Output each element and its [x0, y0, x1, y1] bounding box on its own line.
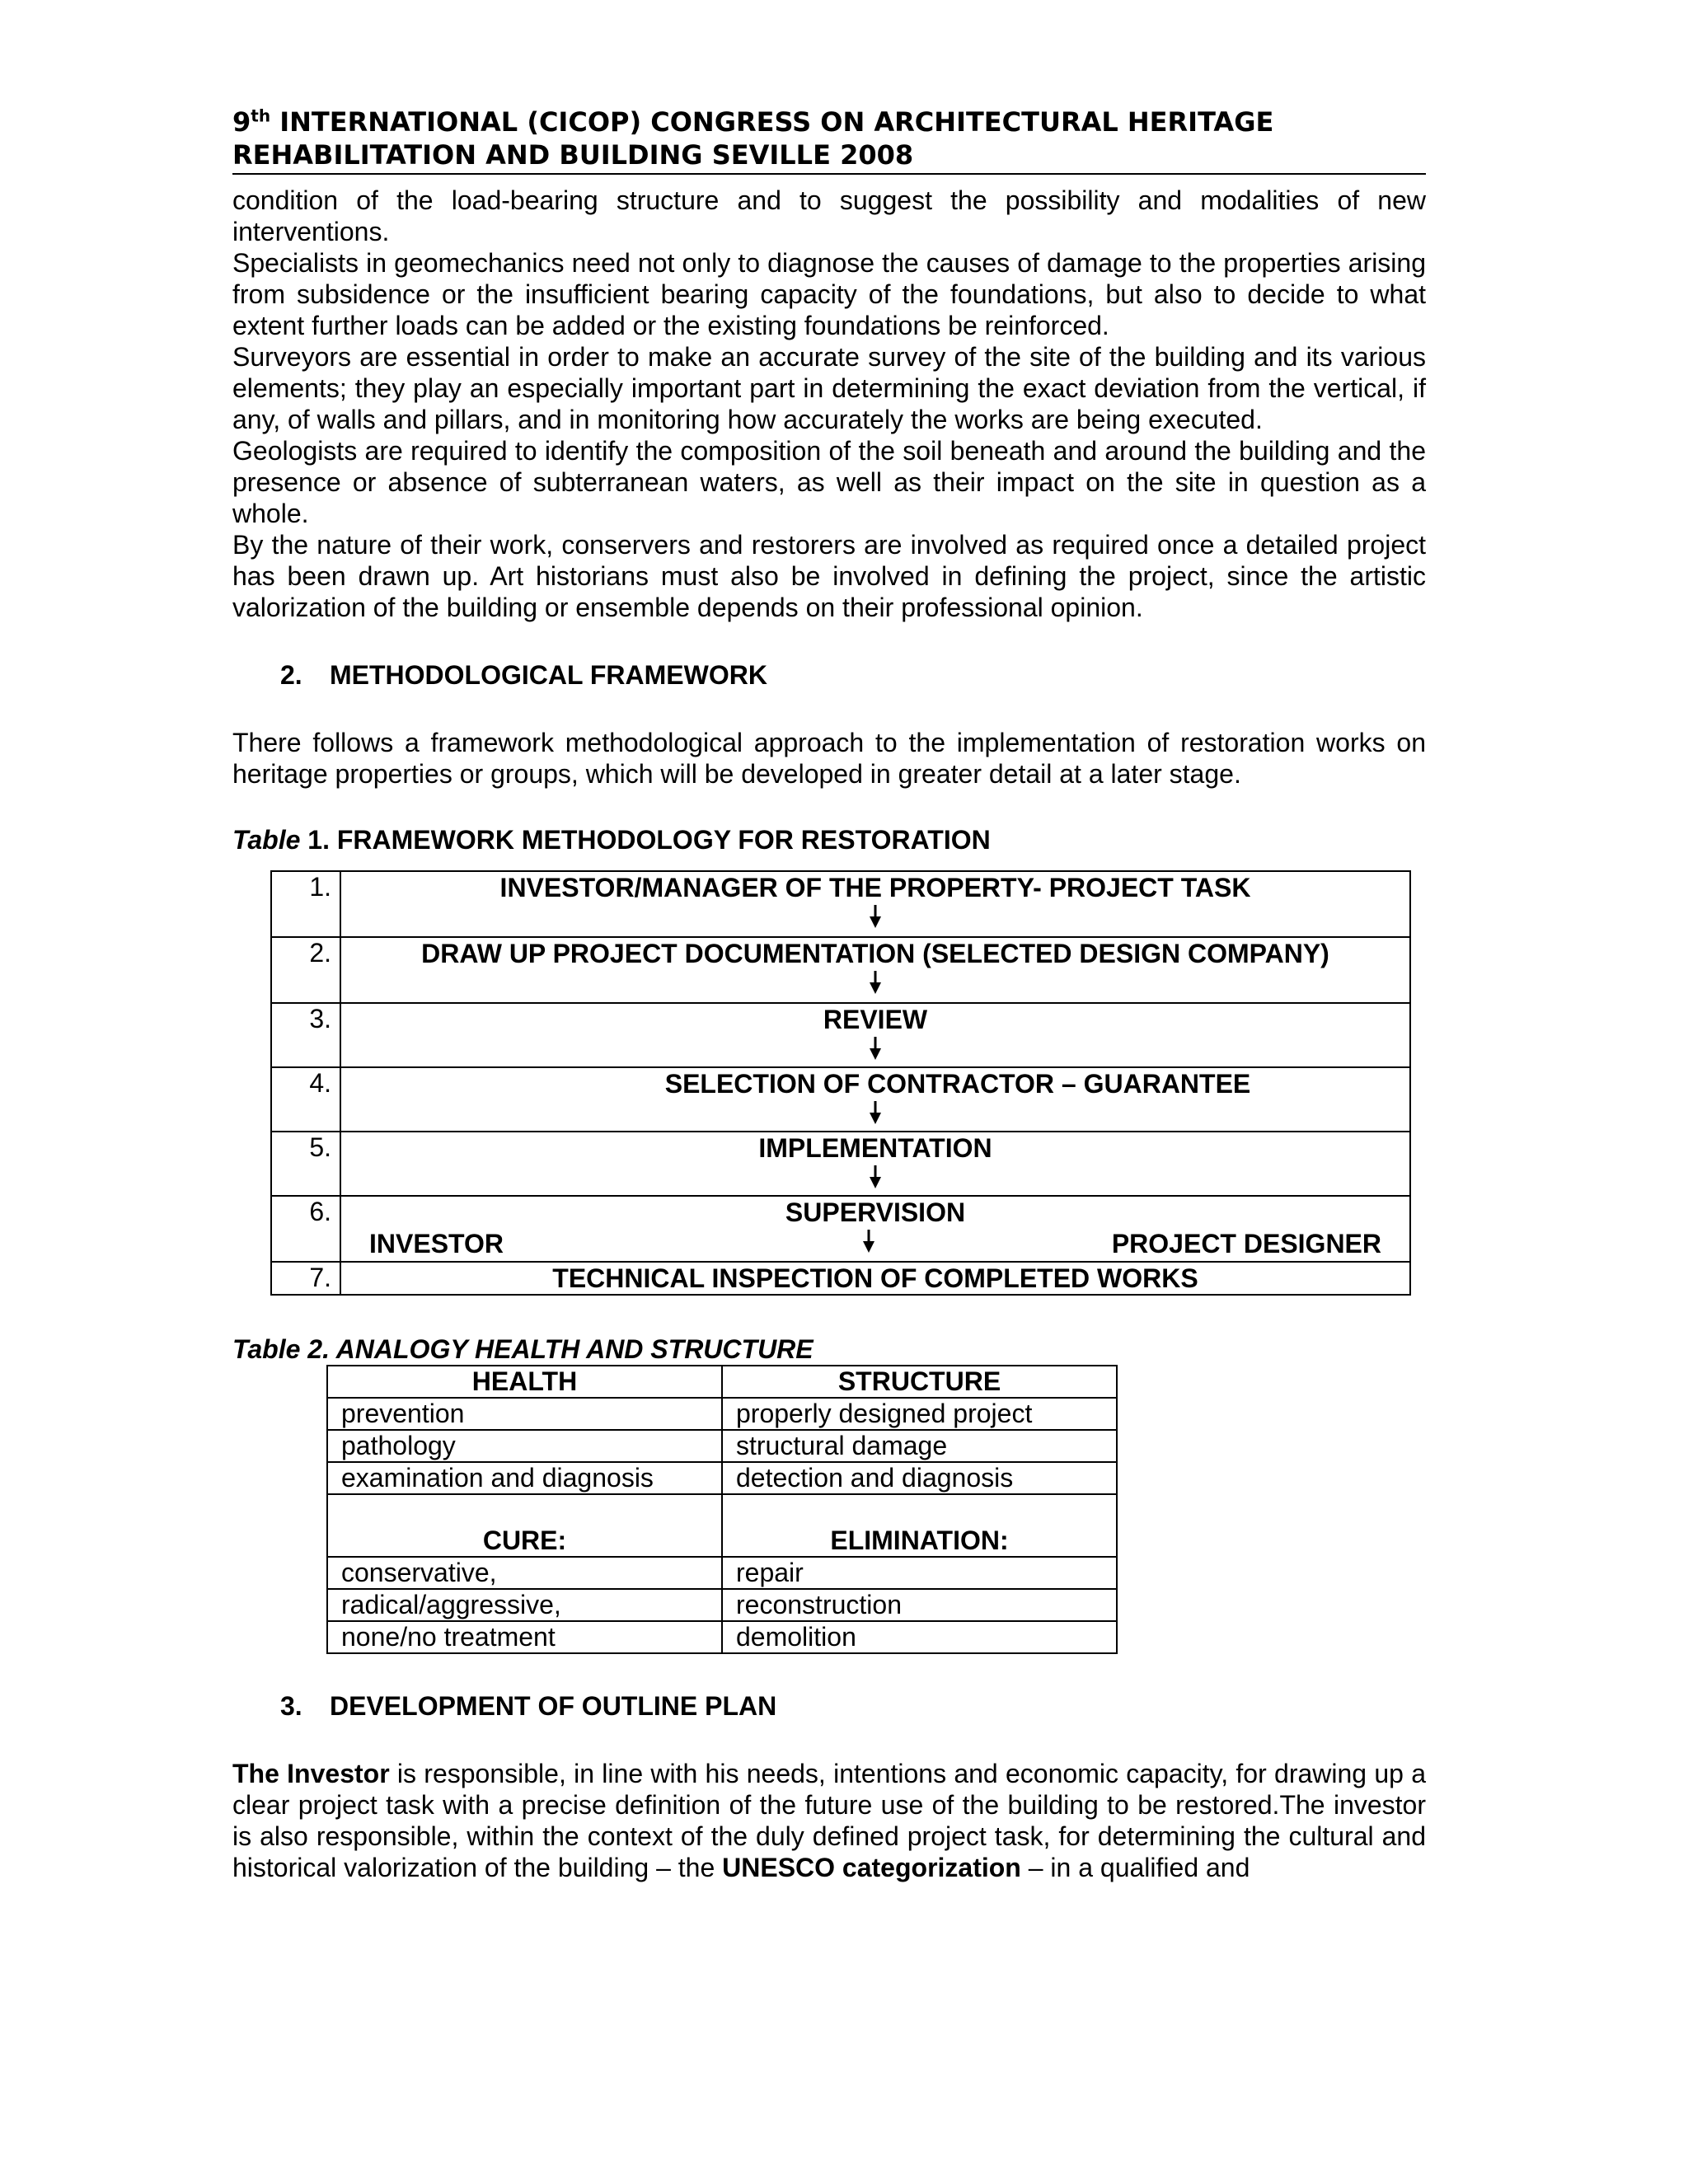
- step-number: 7.: [271, 1262, 340, 1295]
- step-number: 1.: [271, 871, 340, 937]
- column-header: HEALTH: [327, 1366, 722, 1398]
- table-row: [271, 1003, 1410, 1067]
- paragraph-geomechanics: Specialists in geomechanics need not only to diagnose the causes of damage to the properties arising from subsidence or the insufficient bearing capacity of the foundations, but also to decide to what extent further loads can be added or the existing foundations be reinforced.: [232, 248, 1426, 340]
- table-row: [271, 1196, 1410, 1262]
- section-heading-2: 2. METHODOLOGICAL FRAMEWORK: [280, 660, 767, 690]
- step-label: IMPLEMENTATION: [758, 1133, 992, 1163]
- section-heading-3: 3. DEVELOPMENT OF OUTLINE PLAN: [280, 1691, 777, 1721]
- paragraph-conservers: By the nature of their work, conservers and restorers are involved as required once a detailed project has been drawn up. Art historians must also be involved in defining the project, since the artistic valorization of the building or ensemble depends on their professional opinion.: [232, 530, 1426, 622]
- table-row: [327, 1557, 1117, 1589]
- step-number: 2.: [271, 937, 340, 1003]
- table-row: [327, 1621, 1117, 1653]
- paragraph-surveyors: Surveyors are essential in order to make an accurate survey of the site of the building and its various elements; they play an especially important part in determining the exact deviation from the vertical, if any, of walls and pillars, and in monitoring how accurately the works are being executed.: [232, 342, 1426, 434]
- table-row: [327, 1430, 1117, 1462]
- table-row: [271, 1067, 1410, 1132]
- table-cell: properly designed project: [722, 1398, 1117, 1430]
- methodology-table: [270, 870, 1411, 1296]
- arrow-down-icon: [852, 1228, 885, 1263]
- table-row: [327, 1462, 1117, 1494]
- subheader-cell: CURE:: [327, 1494, 722, 1557]
- table2-caption: Table 2. ANALOGY HEALTH AND STRUCTURE: [232, 1334, 814, 1364]
- arrow-down-icon: [341, 903, 1409, 935]
- paragraph-load-bearing: condition of the load-bearing structure and to suggest the possibility and modalities of new interventions.: [232, 185, 1426, 246]
- arrow-down-icon: [341, 969, 1409, 1001]
- paragraph-geologists: Geologists are required to identify the composition of the soil beneath and around the building and the presence or absence of subterranean waters, as well as their impact on the site in question as a whole.: [232, 436, 1426, 528]
- step-number: 6.: [271, 1196, 340, 1262]
- page: [232, 105, 1426, 1883]
- table-row: [327, 1366, 1117, 1398]
- table-cell: pathology: [327, 1430, 722, 1462]
- paragraph-investor: The Investor is responsible, in line with his needs, intentions and economic capacity, for drawing up a clear project task with a precise definition of the future use of the building to be restored.The investor is also responsible, within the context of the duly defined project task, for determining the cultural and historical valorization of the building – the UNESCO categorization – in a qualified and: [232, 1759, 1427, 1882]
- column-header: STRUCTURE: [722, 1366, 1117, 1398]
- step-label: TECHNICAL INSPECTION OF COMPLETED WORKS: [552, 1263, 1198, 1293]
- table-row: [271, 937, 1410, 1003]
- table-row: [327, 1589, 1117, 1621]
- step-label: SUPERVISION: [785, 1197, 966, 1227]
- table-row: [327, 1494, 1117, 1557]
- table-cell: none/no treatment: [327, 1621, 722, 1653]
- step-label: REVIEW: [823, 1005, 928, 1034]
- paragraph-framework: There follows a framework methodological approach to the implementation of restoration works on heritage properties or groups, which will be developed in greater detail at a later stage.: [232, 728, 1426, 789]
- table-row: [271, 1262, 1410, 1295]
- project-designer-label: PROJECT DESIGNER: [1111, 1229, 1381, 1258]
- step-number: 3.: [271, 1003, 340, 1067]
- table-cell: repair: [722, 1557, 1117, 1589]
- table-cell: radical/aggressive,: [327, 1589, 722, 1621]
- table-row: [327, 1398, 1117, 1430]
- step-label: INVESTOR/MANAGER OF THE PROPERTY- PROJECT TASK: [499, 873, 1251, 902]
- table-cell: prevention: [327, 1398, 722, 1430]
- arrow-down-icon: [341, 1164, 1409, 1195]
- table-cell: demolition: [722, 1621, 1117, 1653]
- table-cell: conservative,: [327, 1557, 722, 1589]
- header-line-1: 9th INTERNATIONAL (CICOP) CONGRESS ON ARCHITECTURAL HERITAGE: [232, 105, 1274, 138]
- subheader-cell: ELIMINATION:: [722, 1494, 1117, 1557]
- step-number: 5.: [271, 1132, 340, 1196]
- table-row: [271, 1132, 1410, 1196]
- step-label: DRAW UP PROJECT DOCUMENTATION (SELECTED DESIGN COMPANY): [421, 939, 1329, 968]
- header-line-2: REHABILITATION AND BUILDING SEVILLE 2008: [232, 139, 914, 171]
- step-number: 4.: [271, 1067, 340, 1132]
- table1-caption: Table 1. FRAMEWORK METHODOLOGY FOR RESTORATION: [232, 825, 991, 855]
- table-cell: structural damage: [722, 1430, 1117, 1462]
- investor-label: INVESTOR: [369, 1229, 504, 1258]
- table-cell: detection and diagnosis: [722, 1462, 1117, 1494]
- page-header: [232, 105, 1426, 175]
- arrow-down-icon: [341, 1099, 1409, 1131]
- table-cell: examination and diagnosis: [327, 1462, 722, 1494]
- step-label: SELECTION OF CONTRACTOR – GUARANTEE: [664, 1069, 1251, 1099]
- analogy-table: [326, 1365, 1118, 1654]
- table-row: [271, 871, 1410, 937]
- arrow-down-icon: [341, 1035, 1409, 1066]
- table-cell: reconstruction: [722, 1589, 1117, 1621]
